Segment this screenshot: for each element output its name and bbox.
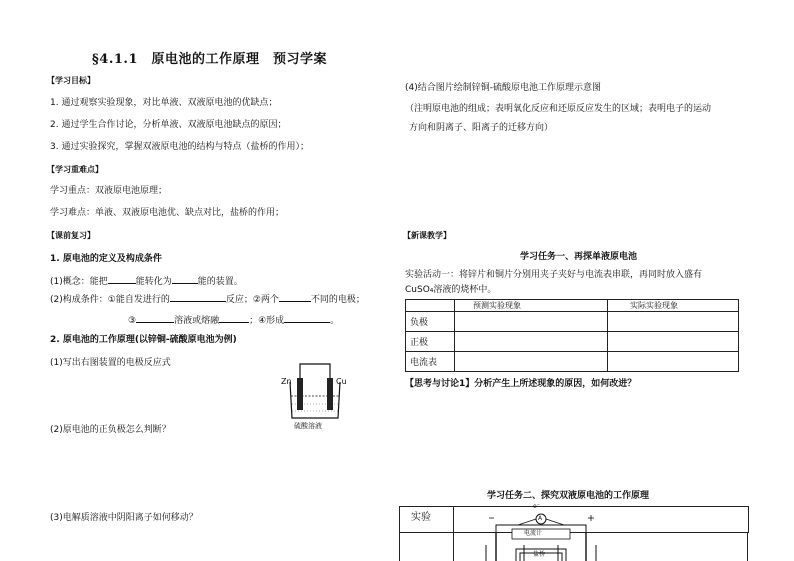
blank-reaction[interactable]: [170, 292, 226, 302]
prediction-cell[interactable]: [455, 352, 608, 372]
q1-cond-b: 反应；②两个: [225, 295, 279, 305]
q1-cond2-line: [128, 313, 339, 327]
q2-2: (2)原电池的正负极怎么判断？: [50, 425, 171, 435]
q2-3: (3)电解质溶液中阴阳离子如何移动？: [50, 513, 198, 523]
experiment-label: 实验: [411, 512, 431, 523]
exp1-line1: 实验活动一：将锌片和铜片分别用夹子夹好与电流表串联，再同时放入盛有: [405, 270, 703, 280]
cu-label: Cu: [336, 377, 347, 386]
experiment-right-edge: [747, 532, 748, 561]
goal-2: 2. 通过学生合作讨论，分析单液、双液原电池缺点的原因；: [50, 120, 287, 130]
q1-heading: 1. 原电池的定义及构成条件: [50, 254, 162, 264]
blank-circuit[interactable]: [284, 313, 330, 323]
q1-cond-c: 不同的电极；: [310, 295, 365, 305]
q1-cond-line: [50, 292, 365, 306]
prediction-cell[interactable]: [455, 332, 608, 352]
prediction-cell[interactable]: [455, 312, 608, 332]
actual-cell[interactable]: [608, 312, 739, 332]
key-heading: 【学习重难点】: [47, 165, 103, 174]
q1-cond-a: (2)构成条件：①能自发进行的: [50, 295, 170, 305]
exp1-line2: CuSO₄溶液的烧杯中。: [405, 285, 497, 295]
blank-energy-2[interactable]: [172, 274, 198, 284]
q1-concept-c: 能的装置。: [197, 277, 243, 287]
zn-label: Zn: [281, 377, 292, 386]
table-header-cell: 预测实验现象: [455, 300, 608, 312]
table-row: [406, 312, 739, 332]
blank-solution[interactable]: [136, 313, 174, 323]
q1-cond2-d: 。: [330, 316, 340, 326]
table-row: [406, 332, 739, 352]
row-label: 正极: [406, 332, 455, 352]
new-lesson-heading: 【新课教学】: [403, 231, 451, 240]
blank-energy-1[interactable]: [108, 274, 136, 284]
actual-cell[interactable]: [608, 332, 739, 352]
discussion-1: 【思考与讨论1】分析产生上所述现象的原因，如何改进？: [405, 379, 637, 389]
goal-1: 1. 通过观察实验现象，对比单液、双液原电池的优缺点；: [50, 98, 278, 108]
table-header-row: [406, 300, 739, 312]
table-header-cell: 实际实验现象: [608, 300, 739, 312]
electron-label: e⁻: [533, 503, 540, 510]
key-point: 学习重点：双液原电池原理；: [50, 186, 168, 196]
experiment-divider: [453, 506, 454, 561]
page-title: §4.1.1 原电池的工作原理 预习学案: [92, 52, 327, 67]
salt-bridge-label: 盐桥: [533, 551, 546, 558]
q1-concept-a: (1)概念：能把: [50, 277, 108, 287]
q1-concept-b: 能转化为: [135, 277, 172, 287]
blank-molten[interactable]: [219, 313, 249, 323]
q1-cond2-b: 溶液或熔融: [174, 316, 220, 326]
q1-concept-line: [50, 274, 243, 288]
q1-cond2-a: ③: [128, 316, 137, 326]
blank-electrode[interactable]: [279, 292, 311, 302]
q2-1: (1)写出右图装置的电极反应式: [50, 358, 171, 368]
table-header-cell: [406, 300, 455, 312]
galvanometer-label: 电流计: [524, 530, 543, 537]
row-label: 电流表: [406, 352, 455, 372]
goals-heading: 【学习目标】: [47, 76, 95, 85]
q4-note-2: 方向和阴离子、阳离子的迁移方向）: [409, 123, 554, 133]
review-heading: 【课前复习】: [47, 231, 95, 240]
table-row: [406, 352, 739, 372]
row-label: 负极: [406, 312, 455, 332]
task2-title: 学习任务二、探究双液原电池的工作原理: [487, 491, 650, 501]
actual-cell[interactable]: [608, 352, 739, 372]
task1-title: 学习任务一、再探单液原电池: [520, 252, 638, 262]
ammeter-label: A: [538, 515, 543, 522]
q1-cond2-c: ；④形成: [249, 316, 285, 326]
difficulty: 学习难点：单液、双液原电池优、缺点对比，盐桥的作用；: [50, 208, 285, 218]
q4-note-1: （注明原电池的组成；表明氧化反应和还原反应发生的区域；表明电子的运动: [405, 104, 712, 114]
q2-heading: 2. 原电池的工作原理(以锌铜-硫酸原电池为例): [50, 335, 237, 345]
experiment-left-edge: [399, 532, 400, 561]
cell-solution-label: 硫酸溶液: [294, 422, 322, 430]
q4: (4)结合图片绘制锌铜-硫酸原电池工作原理示意图: [405, 83, 601, 93]
goal-3: 3. 通过实验探究，掌握双液原电池的结构与特点（盐桥的作用）；: [50, 142, 309, 152]
observation-table: [405, 299, 739, 372]
